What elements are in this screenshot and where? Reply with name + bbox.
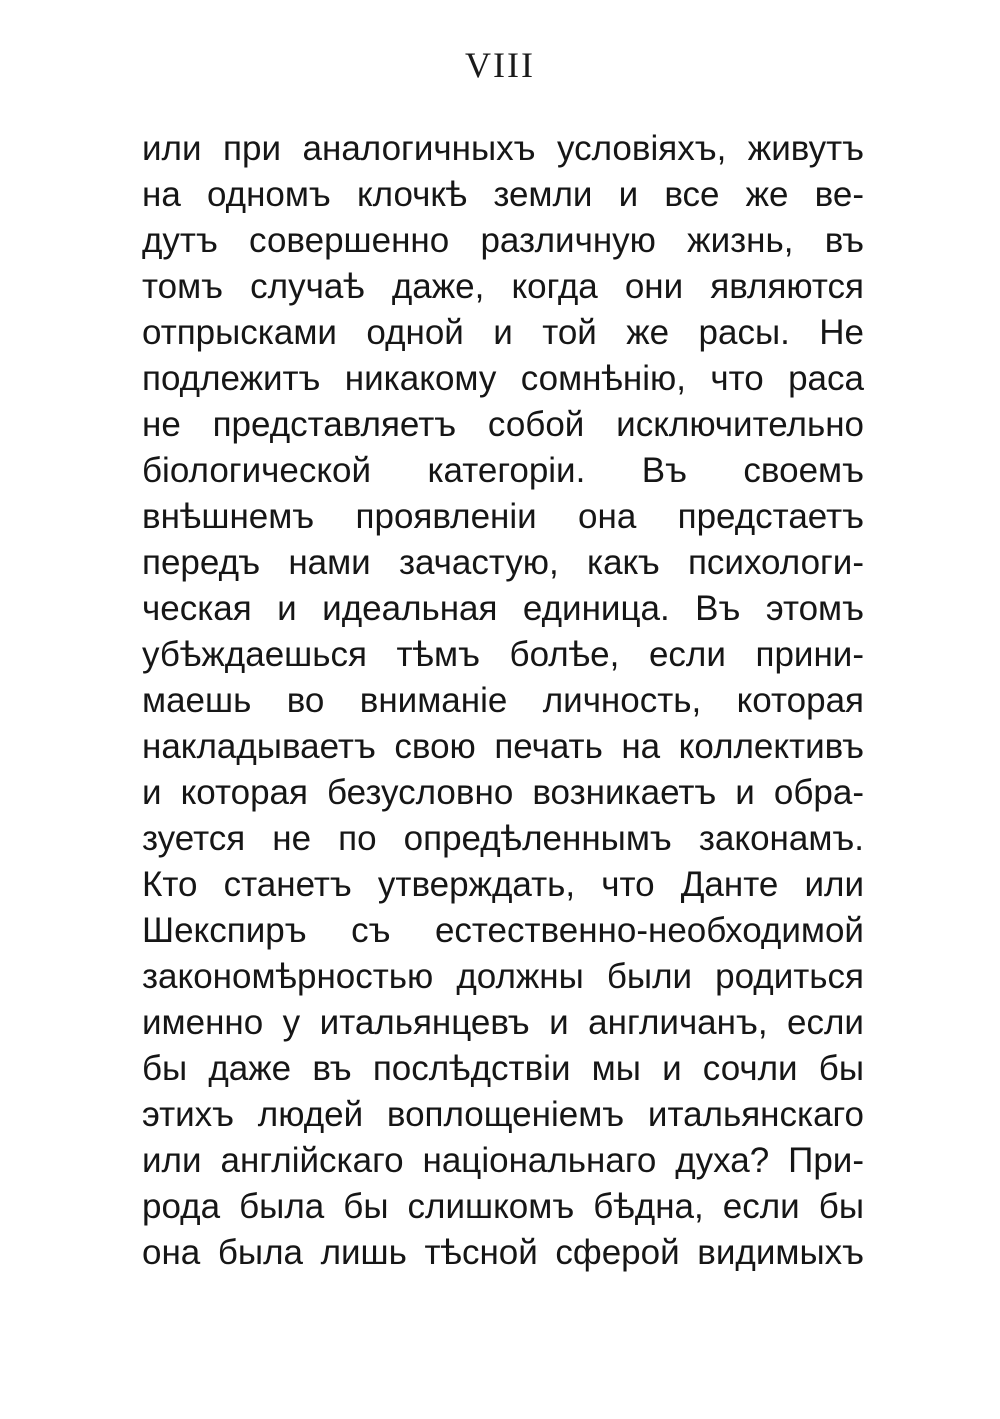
page-number: VIII [465, 45, 535, 85]
text-line: зуется не по опредѣленнымъ законамъ. [142, 819, 864, 858]
text-line: убѣждаешься тѣмъ болѣе, если прини- [142, 635, 864, 674]
text-line: Кто станетъ утверждать, что Данте или [142, 865, 864, 904]
text-line: отпрысками одной и той же расы. Не [142, 313, 864, 352]
text-line: или при аналогичныхъ условіяхъ, живутъ [142, 129, 864, 168]
text-line: не представляетъ собой исключительно [142, 405, 864, 444]
text-line: рода была бы слишкомъ бѣдна, если бы [142, 1187, 864, 1226]
text-line: передъ нами зачастую, какъ психологи- [142, 543, 864, 582]
text-line: или англійскаго національнаго духа? При- [142, 1141, 864, 1180]
body-text [142, 126, 864, 1276]
text-line: внѣшнемъ проявленіи она предстаетъ [142, 497, 864, 536]
text-line: именно у итальянцевъ и англичанъ, если [142, 1003, 864, 1042]
text-line: томъ случаѣ даже, когда они являются [142, 267, 864, 306]
text-line: подлежитъ никакому сомнѣнію, что раса [142, 359, 864, 398]
text-line: дутъ совершенно различную жизнь, въ [142, 221, 864, 260]
text-line: Шекспиръ съ естественно-необходимой [142, 911, 864, 950]
text-line: накладываетъ свою печать на коллективъ [142, 727, 864, 766]
text-line: и которая безусловно возникаетъ и обра- [142, 773, 864, 812]
text-line: бы даже въ послѣдствіи мы и сочли бы [142, 1049, 864, 1088]
text-line: этихъ людей воплощеніемъ итальянскаго [142, 1095, 864, 1134]
text-line: она была лишь тѣсной сферой видимыхъ [142, 1233, 864, 1272]
text-line: біологической категоріи. Въ своемъ [142, 451, 864, 490]
text-line: на одномъ клочкѣ земли и все же ве- [142, 175, 864, 214]
text-line: маешь во вниманіе личность, которая [142, 681, 864, 720]
text-line: ческая и идеальная единица. Въ этомъ [142, 589, 864, 628]
text-line: закономѣрностью должны были родиться [142, 957, 864, 996]
